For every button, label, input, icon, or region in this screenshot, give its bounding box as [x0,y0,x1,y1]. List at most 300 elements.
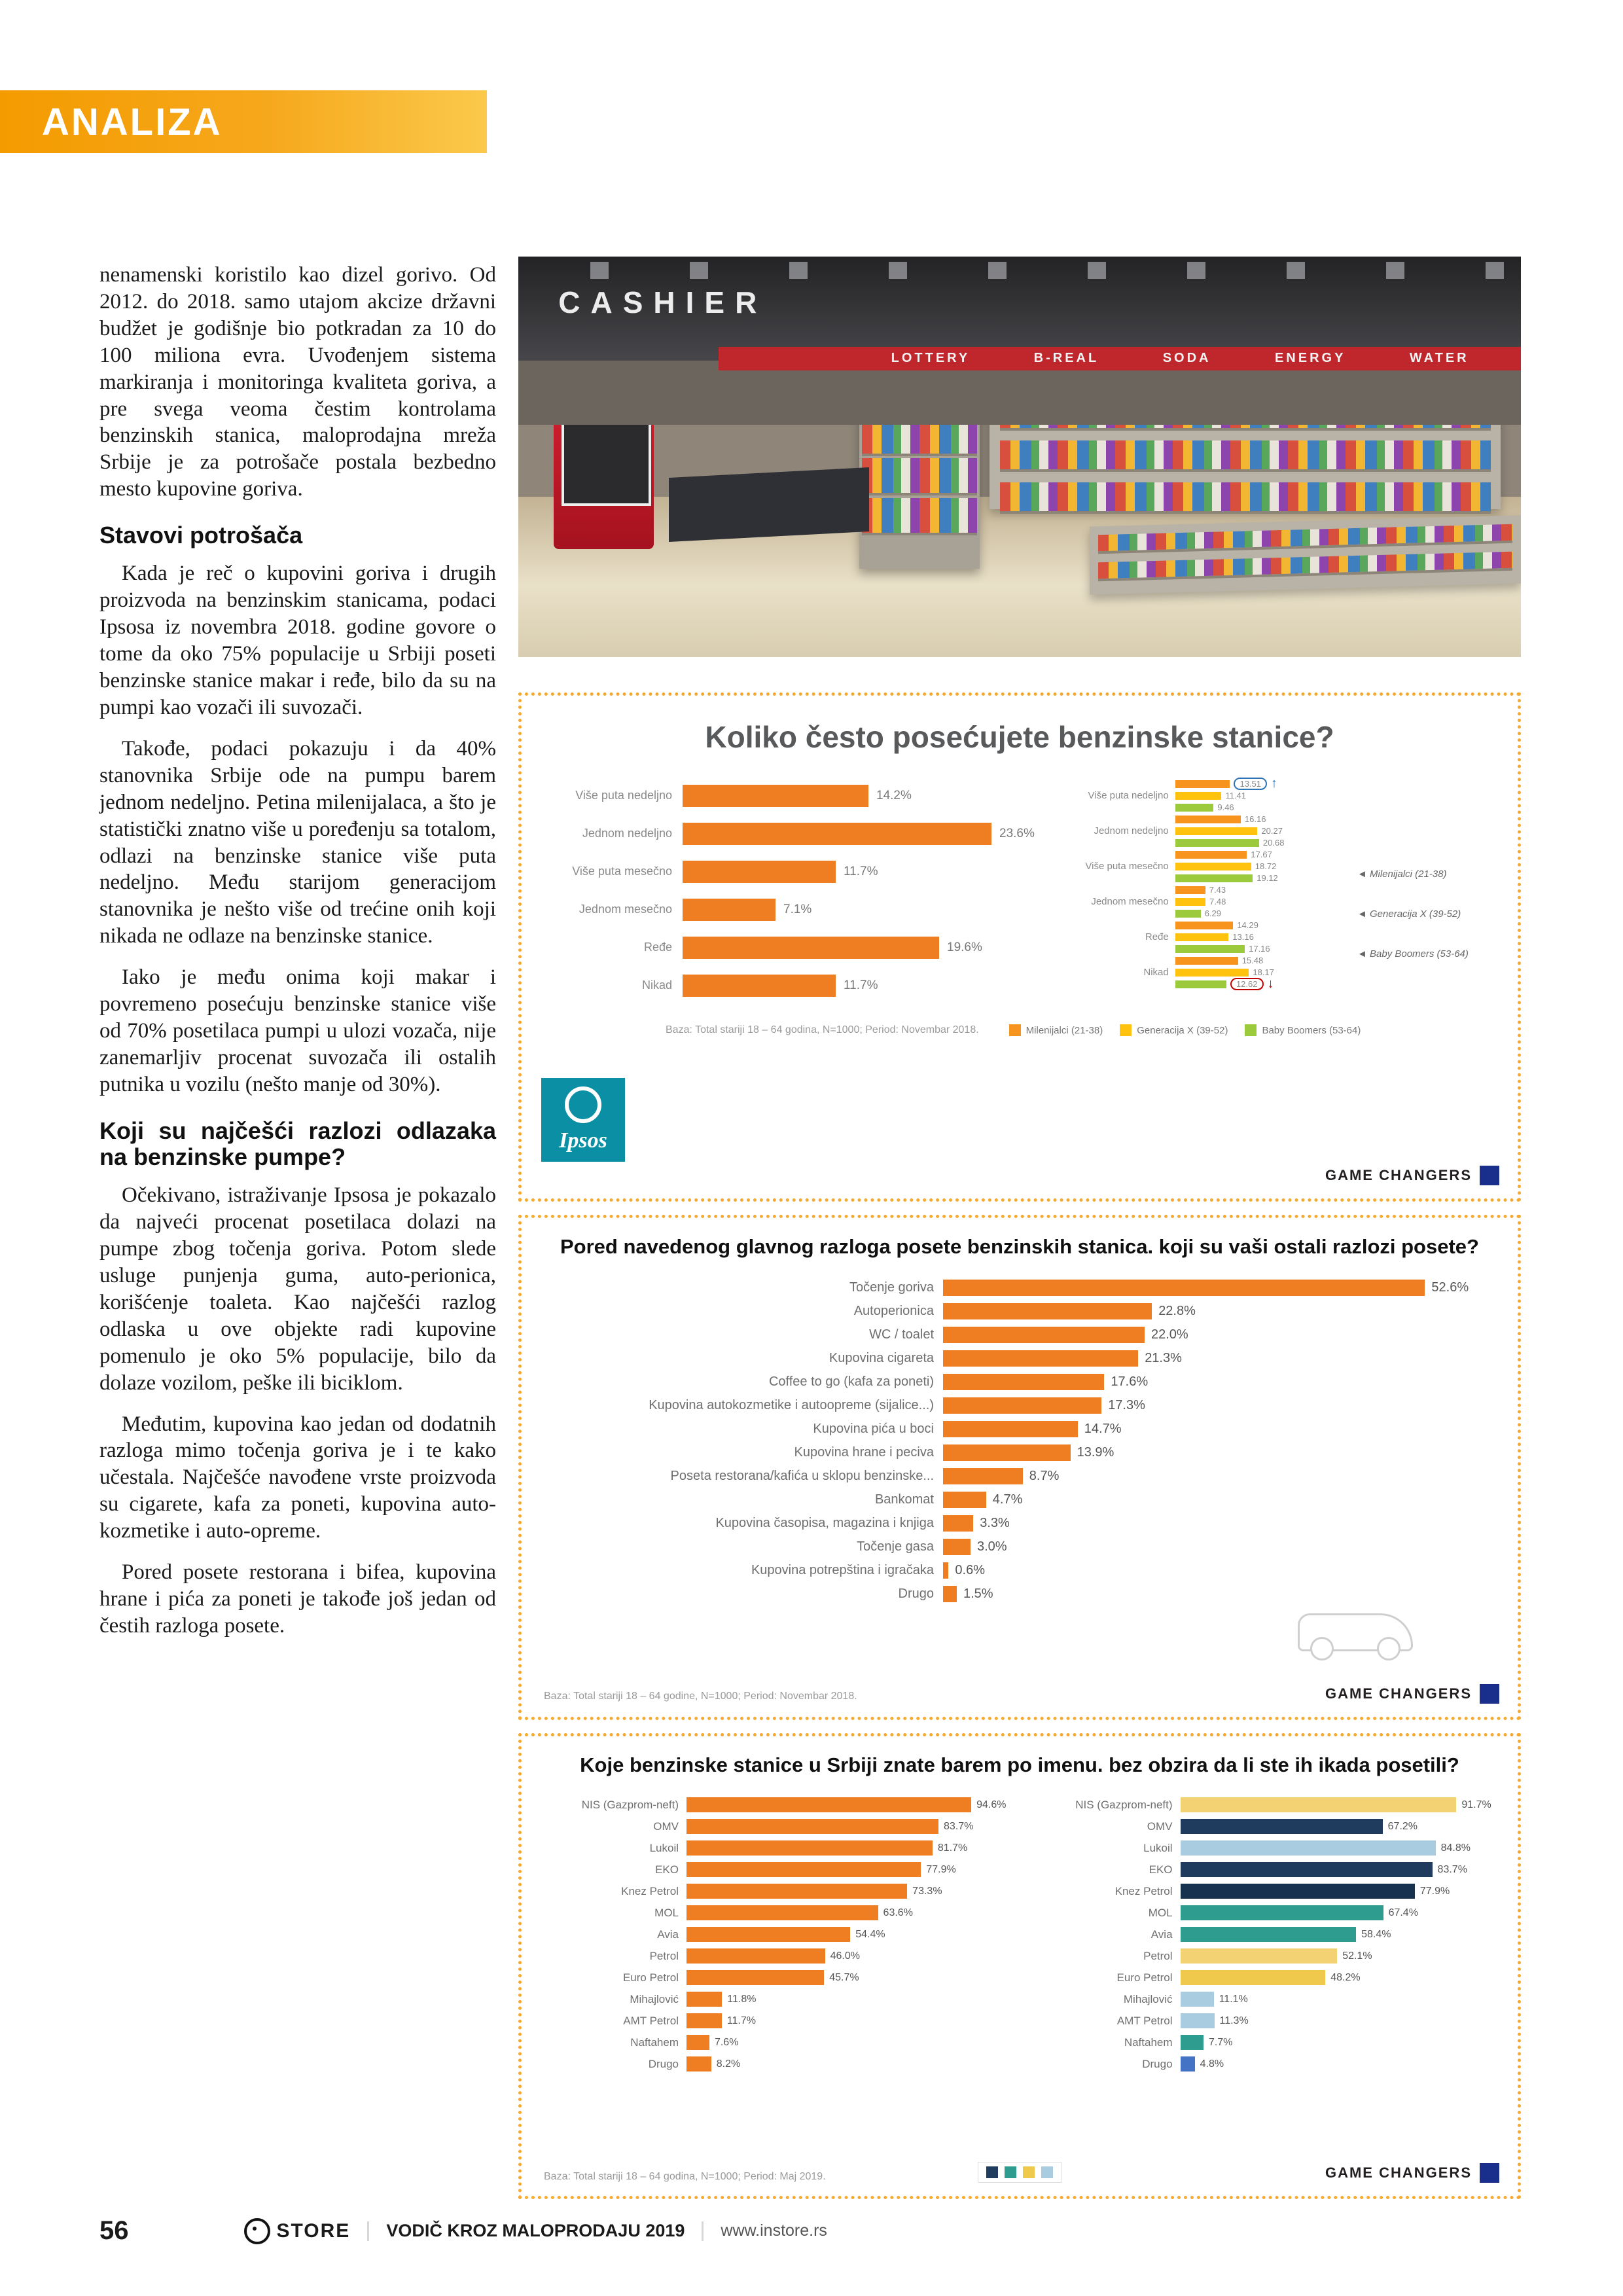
comparison-bar-line [1175,885,1226,895]
comparison-group [1077,776,1498,812]
store-photo [518,257,1521,657]
value-label: 8.7% [1029,1468,1060,1483]
reason-row [541,1323,1498,1346]
value-bar [943,1374,1104,1390]
comparison-bar [1175,780,1230,788]
instore-wordmark: STORE [276,2219,351,2242]
value-label: 4.8% [1200,2058,1224,2070]
car-outline-icon [1298,1613,1413,1651]
article-paragraph: Takođe, podaci pokazuju i da 40% stanovnika Srbije ode na pumpu barem jednom nedeljno. Petina milenijalaca, a što je statistički znatno više u poređenju sa totalom, odlazi na benzinske stanice više puta nedeljno. Među starijom generacijom stanovnika je nešto više od trećine onih koji nikada ne odlaze na benzinske stanice. [99,736,496,948]
frequency-row [541,777,1077,815]
comparison-bar [1175,804,1214,812]
generation-comparison-bars [1077,777,1498,1005]
comparison-value: 16.16 [1244,814,1266,824]
value-label: 84.8% [1440,1842,1471,1854]
generation-annotation: ◄ Generacija X (39-52) [1357,908,1461,920]
game-changers-brand [1325,1166,1499,1185]
brand-label: Naftahem [630,2036,679,2049]
value-bar [687,1948,825,1964]
legend-item [1009,1024,1103,1036]
brand-label: Naftahem [1124,2036,1173,2049]
comparison-bar-stack [1175,814,1285,848]
value-bar [1181,1948,1338,1964]
value-bar [1181,1884,1415,1899]
value-bar [1181,2013,1215,2028]
category-label: Kupovina pića u boci [813,1421,934,1436]
article-paragraph: Očekivano, istraživanje Ipsosa je pokazalo da najveći procenat posetilaca dolazi na pumpe zbog točenja goriva. Potom slede usluge punjenja guma, auto-perionica, korišćenje toaleta. Kao najčešći razlog odlaska u ove objekte radi kupovine pomenulo je oko 5% populacije, bilo da dolaze vozilom, peške ili biciklom. [99,1183,496,1395]
ipsos-wordmark: Ipsos [559,1128,607,1153]
brand-row [1035,2010,1498,2032]
category-sign: ENERGY [1274,351,1346,366]
value-bar [683,823,991,845]
value-bar [687,1884,907,1899]
brand-label: Mihajlović [1123,1992,1173,2005]
chart-legend [978,2162,1061,2183]
value-label: 11.3% [1219,2015,1249,2026]
value-label: 19.6% [947,941,982,954]
article-subheading: Stavovi potrošača [99,522,303,549]
brand-label: OMV [653,1820,679,1833]
brand-row [1035,1837,1498,1859]
comparison-value: 12.62 [1230,978,1264,990]
photo-checkout-counter [669,467,869,542]
section-title: ANALIZA [42,100,223,143]
product-shelf-row [1000,440,1491,472]
brand-row [1035,1794,1498,1816]
value-bar [1181,1992,1214,2007]
comparison-bar [1175,910,1201,918]
value-bar [683,899,776,921]
brand-row [1035,1859,1498,1880]
comparison-bar-stack [1175,850,1278,883]
value-bar [687,1992,722,2007]
legend-label: Milenijalci (21-38) [1026,1024,1103,1036]
page-number: 56 [99,2216,129,2245]
reason-row [541,1370,1498,1393]
comparison-bar [1175,851,1247,859]
category-label: Ređe [1145,931,1169,942]
comparison-value: 20.68 [1262,838,1285,848]
reason-row [541,1464,1498,1488]
value-bar [943,1586,957,1602]
game-changers-wordmark: GAME CHANGERS [1325,1685,1472,1702]
value-label: 11.7% [844,865,878,878]
reason-row [541,1488,1498,1511]
category-label: Kupovina hrane i peciva [794,1444,934,1460]
comparison-bar [1175,863,1251,870]
frequency-row [541,891,1077,929]
value-label: 23.6% [999,827,1035,840]
comparison-value: 6.29 [1204,908,1222,918]
value-bar [687,1862,921,1877]
value-label: 17.3% [1108,1397,1145,1412]
comparison-bar [1175,792,1222,800]
value-bar [943,1562,948,1579]
chart-visit-frequency [518,692,1521,1202]
value-label: 11.1% [1219,1993,1248,2005]
product-shelf-row [1000,482,1491,514]
game-changers-wordmark: GAME CHANGERS [1325,1167,1472,1183]
comparison-group [1077,956,1498,989]
comparison-value: 17.67 [1251,850,1272,859]
value-bar [687,2035,709,2050]
value-label: 52.6% [1431,1280,1469,1295]
article-paragraph: Kada je reč o kupovini goriva i drugih proizvoda na benzinskim stanicama, podaci Ipsosa iz novembra 2018. godine govore o tome da oko 75% populacije u Srbiji poseti benzinske stanice makar i ređe, bilo da su na pumpi kao vozači ili suvozači. [99,562,496,719]
value-label: 63.6% [883,1907,913,1918]
article-column [99,262,496,1654]
reason-row [541,1276,1498,1299]
comparison-bar [1175,827,1258,835]
brand-row [541,1945,1007,1967]
category-label: Coffee to go (kafa za poneti) [768,1374,934,1389]
comparison-bar [1175,874,1253,882]
comparison-bar-line [1175,920,1270,930]
value-label: 77.9% [1419,1885,1450,1897]
value-bar [1181,2035,1204,2050]
value-bar [683,861,836,883]
category-label: Više puta nedeljno [1088,789,1169,801]
legend-swatch [1005,2166,1016,2178]
brand-label: EKO [1149,1863,1173,1876]
comparison-bar [1175,816,1241,823]
comparison-value: 13.16 [1232,932,1254,942]
value-label: 8.2% [716,2058,741,2070]
value-label: 94.6% [976,1799,1007,1810]
value-label: 11.7% [726,2015,756,2026]
comparison-bar [1175,957,1238,965]
brand-label: OMV [1147,1820,1173,1833]
value-label: 45.7% [829,1971,859,1983]
legend-swatch [1041,2166,1053,2178]
value-bar [687,1840,933,1856]
comparison-value: 19.12 [1257,873,1278,883]
value-bar [1181,1819,1383,1834]
product-shelf-row [1098,524,1512,554]
value-label: 11.7% [844,978,878,992]
generation-annotation: ◄ Milenijalci (21-38) [1357,869,1447,880]
website-url: www.instore.rs [721,2221,827,2240]
value-label: 81.7% [937,1842,968,1854]
value-bar [683,785,868,807]
category-label: Jednom mesečno [1091,895,1169,907]
comparison-bar-line [1175,791,1277,800]
value-bar [1181,1970,1326,1985]
article-paragraph: nenamenski koristilo kao dizel gorivo. Od 2012. do 2018. samo utajom akcize državni budžet je godišnje bio potkradan za 10 do 100 miliona evra. Uvođenjem sistema markiranja i monitoringa kvaliteta goriva, a pre svega veoma čestim kontrolama benzinskih stanica, maloprodajna mreža Srbije je za potrošače postala bezbedno mesto kupovine goriva. [99,263,496,501]
value-bar [943,1397,1101,1414]
brand-row [1035,1816,1498,1837]
category-label: Kupovina autokozmetike i autoopreme (sijalice...) [649,1397,934,1412]
value-label: 13.9% [1077,1444,1115,1460]
category-sign: LOTTERY [891,351,971,366]
instore-logo [244,2218,351,2244]
value-bar [687,1970,824,1985]
value-label: 54.4% [855,1928,885,1940]
category-label: Drugo [898,1586,934,1601]
chart-footer [541,1024,1498,1036]
legend-label: Generacija X (39-52) [1137,1024,1228,1036]
article-subheading: Koji su najčešći razlozi odlazaka na benzinske pumpe? [99,1117,496,1170]
ipsos-logo-small [1480,2163,1499,2183]
reason-row [541,1535,1498,1558]
instore-logo-icon [244,2218,270,2244]
comparison-bar-line [1175,956,1274,965]
brand-row [1035,1924,1498,1945]
value-label: 1.5% [963,1586,993,1601]
brand-row [541,1988,1007,2010]
comparison-value: 18.72 [1255,861,1277,871]
category-label: Kupovina potrepština i igračaka [751,1562,934,1577]
value-label: 46.0% [830,1950,860,1962]
ipsos-ring-icon [565,1086,601,1123]
value-bar [687,1905,878,1920]
brand-label: Lukoil [649,1841,679,1854]
game-changers-brand [1325,1684,1499,1704]
comparison-bar-line [1175,944,1270,954]
category-label: Poseta restorana/kafića u sklopu benzinske... [670,1468,934,1483]
brand-row [541,1794,1007,1816]
frequency-row [541,967,1077,1005]
ipsos-logo-small [1480,1684,1499,1704]
comparison-bar-line [1175,979,1274,989]
comparison-value: 15.48 [1241,956,1264,965]
brand-label: Knez Petrol [1115,1884,1173,1897]
cashier-sign: CASHIER [558,285,768,319]
brand-label: NIS (Gazprom-neft) [1075,1798,1173,1811]
value-bar [1181,1840,1436,1856]
brand-row [1035,1880,1498,1902]
comparison-bar-line [1175,873,1278,883]
brand-label: Lukoil [1143,1841,1173,1854]
brand-label: Avia [657,1928,679,1941]
brand-label: EKO [655,1863,679,1876]
value-label: 58.4% [1361,1928,1391,1940]
comparison-value: 13.51 [1234,778,1267,790]
value-bar [943,1492,986,1508]
value-bar [687,2056,711,2072]
legend-item [1120,1024,1228,1036]
value-bar [943,1515,973,1532]
chart-footnote: Baza: Total stariji 18 – 64 godina, N=1000; Period: Maj 2019. [544,2171,826,2182]
value-label: 17.6% [1111,1374,1149,1389]
legend-item [1245,1024,1361,1036]
reason-row [541,1346,1498,1370]
product-shelf-row [862,498,977,535]
comparison-bar [1175,980,1226,988]
value-bar [1181,1862,1433,1877]
brand-row [1035,1988,1498,2010]
brand-row [541,1967,1007,1988]
frequency-row [541,929,1077,967]
category-label: Bankomat [874,1492,934,1507]
chart-title: Koliko često posećujete benzinske stanice? [705,720,1334,754]
comparison-bar-stack [1175,885,1226,918]
game-changers-brand [1325,2163,1499,2183]
chart-legend [1009,1024,1361,1036]
comparison-bar-stack [1175,776,1278,812]
game-changers-wordmark: GAME CHANGERS [1325,2164,1472,2181]
value-label: 83.7% [1437,1863,1467,1875]
generation-annotations [1357,869,1498,960]
comparison-value: 20.27 [1261,826,1283,836]
comparison-bar [1175,945,1245,953]
comparison-bar-line [1175,850,1278,859]
brand-label: Euro Petrol [622,1971,679,1984]
brand-label: Drugo [1142,2057,1173,2070]
comparison-bar [1175,922,1234,929]
comparison-bar [1175,933,1229,941]
legend-swatch [1120,1024,1132,1036]
brand-label: Petrol [1143,1949,1173,1962]
brand-label: Knez Petrol [621,1884,679,1897]
legend-swatch [1023,2166,1035,2178]
category-sign: B-REAL [1033,351,1099,366]
value-label: 3.0% [977,1539,1007,1554]
comparison-bar-line [1175,814,1285,824]
section-header-band [0,90,487,153]
chart-body [541,777,1498,1005]
legend-swatch [1009,1024,1021,1036]
value-label: 67.4% [1388,1907,1418,1918]
value-bar [683,937,939,959]
comparison-bar-line [1175,967,1274,977]
comparison-value: 7.43 [1209,885,1226,895]
frequency-row [541,853,1077,891]
category-label: Nikad [1143,966,1169,978]
category-label: Točenje goriva [849,1280,934,1295]
article-paragraph: Iako je među onima koji makar i povremeno posećuju benzinske stanice više od 70% posetilaca pumpi u ulozi vozača, nije zanemarljiv procenat suvozača ili ostalih putnika u vozilu (nešto manje od 30%). [99,965,496,1096]
brand-label: Drugo [648,2057,679,2070]
article-paragraph: Pored posete restorana i bifea, kupovina hrane i pića za poneti je takođe još jedan od čestih razloga posete. [99,1560,496,1638]
reason-row [541,1582,1498,1605]
comparison-bar [1175,898,1205,906]
comparison-bar-line [1175,802,1277,812]
brand-row [541,1816,1007,1837]
comparison-bar-line [1175,838,1285,848]
category-label: Jednom nedeljno [582,827,672,840]
comparison-bar [1175,969,1249,977]
brand-row [541,1924,1007,1945]
legend-label: Baby Boomers (53-64) [1262,1024,1361,1036]
value-bar [943,1468,1023,1484]
value-label: 21.3% [1145,1350,1182,1365]
awareness-panel-right [1035,1794,1498,2075]
value-bar [943,1280,1425,1296]
comparison-bar [1175,839,1259,847]
brand-label: Petrol [649,1949,679,1962]
comparison-bar-stack [1175,956,1274,989]
reason-row [541,1299,1498,1323]
comparison-bar [1175,886,1205,894]
brand-row [541,2010,1007,2032]
comparison-bar-line [1175,826,1285,836]
comparison-bar-line [1175,932,1270,942]
category-signs [859,351,1501,366]
chart-title: Pored navedenog glavnog razloga posete benzinskih stanica. koji su vaši ostali razlozi posete? [560,1235,1479,1258]
brand-label: AMT Petrol [623,2014,679,2027]
brand-label: NIS (Gazprom-neft) [581,1798,679,1811]
category-label: Nikad [641,978,672,992]
reason-row [541,1417,1498,1441]
footer-divider [702,2221,704,2241]
value-label: 73.3% [912,1885,942,1897]
product-shelf-row [1098,552,1512,582]
category-sign: SODA [1162,351,1211,366]
photo-ceiling-lights [518,262,1521,279]
comparison-bar-stack [1175,920,1270,954]
category-label: Više puta mesečno [1085,860,1169,872]
value-label: 52.1% [1342,1950,1372,1962]
significance-up-icon: ↑ [1271,776,1278,791]
generation-annotation: ◄ Baby Boomers (53-64) [1357,948,1469,960]
brand-row [1035,2053,1498,2075]
awareness-panel-left [541,1794,1007,2075]
category-label: Točenje gasa [857,1539,934,1554]
value-bar [683,975,836,997]
frequency-bars [541,777,1077,1005]
chart-body [541,1794,1498,2075]
brand-row [541,2053,1007,2075]
comparison-bar-line [1175,897,1226,906]
comparison-value: 17.16 [1249,944,1270,954]
value-bar [687,1927,850,1942]
value-label: 91.7% [1461,1799,1491,1810]
value-label: 11.8% [727,1993,757,2005]
value-label: 7.6% [714,2036,739,2048]
brand-label: AMT Petrol [1116,2014,1173,2027]
chart-footnote: Baza: Total stariji 18 – 64 godine, N=1000; Period: Novembar 2018. [544,1691,857,1702]
brand-row [541,1902,1007,1924]
brand-label: Mihajlović [630,1992,679,2005]
value-label: 14.2% [876,789,912,802]
brand-row [541,2032,1007,2053]
category-label: Kupovina cigareta [829,1350,934,1365]
value-label: 77.9% [926,1863,956,1875]
value-bar [1181,1927,1357,1942]
legend-swatch [986,2166,998,2178]
value-bar [943,1350,1138,1367]
comparison-value: 18.17 [1253,967,1274,977]
brand-row [1035,1945,1498,1967]
ipsos-logo [541,1078,625,1162]
photo-front-shelves [1090,515,1521,594]
ipsos-logo-small [1480,1166,1499,1185]
category-label: Kupovina časopisa, magazina i knjiga [715,1515,934,1530]
guide-title: VODIČ KROZ MALOPRODAJU 2019 [386,2221,685,2240]
brand-label: MOL [654,1906,679,1919]
value-bar [687,1797,971,1812]
comparison-bar-line [1175,776,1278,791]
category-sign: WATER [1409,351,1469,366]
category-label: Jednom nedeljno [1094,825,1169,836]
brand-row [1035,1902,1498,1924]
value-bar [943,1327,1145,1343]
category-label: Autoperionica [853,1303,934,1318]
value-label: 14.7% [1084,1421,1122,1436]
comparison-value: 9.46 [1217,802,1234,812]
category-label: WC / toalet [869,1327,934,1342]
brand-label: Avia [1150,1928,1173,1941]
comparison-bar-line [1175,861,1278,871]
brand-row [1035,2032,1498,2053]
comparison-group [1077,814,1498,848]
value-bar [1181,1797,1457,1812]
value-label: 3.3% [980,1515,1010,1530]
value-label: 7.1% [783,903,812,916]
brand-row [541,1837,1007,1859]
value-label: 22.0% [1151,1327,1188,1342]
legend-swatch [1245,1024,1257,1036]
value-bar [1181,1905,1383,1920]
